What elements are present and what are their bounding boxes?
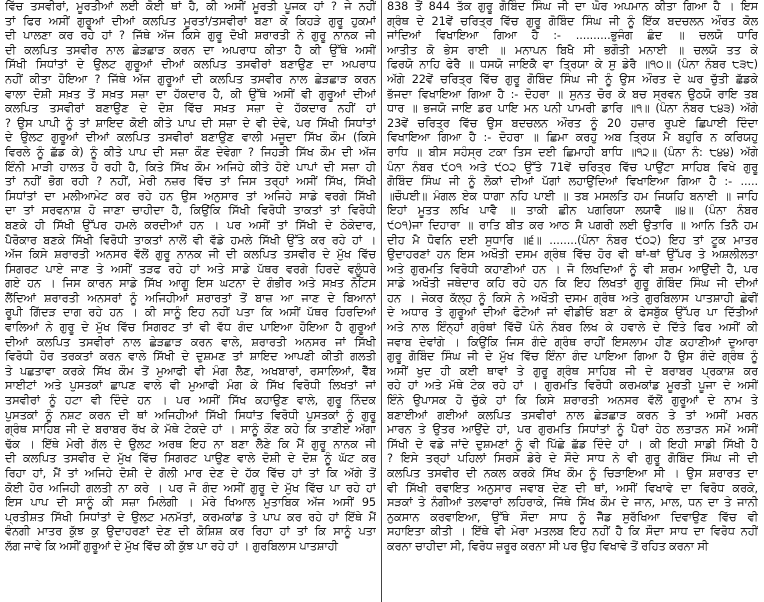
text-line: ਵੰਨਗੀ ਮਾਤਰ ਕੁੱਝ ਕੁ ਉਦਾਹਰਣਾਂ ਦੇਣ ਦੀ ਕੋਸ਼ਿਸ਼ ਕਰ ਰਿਹਾ ਹਾਂ ਤਾਂ ਕਿ ਸਾਨੂੰ ਪਤਾ: [5, 525, 376, 539]
text-line: ਗ੍ਰੰਥ ਸਾਹਿਬ ਜੀ ਦੇ ਬਰਾਬਰ ਰੱਖ ਕੇ ਮੱਥੇ ਟੇਕਦੇ ਹਾਂ । ਸਾਨੂੰ ਕੌਣ ਕਹੇ ਕਿ ਤਾਣੀਏ ਅੱਗਾ: [5, 423, 376, 437]
text-line: ਤਾਂ ਫਿਰ ਅਸੀਂ ਗੁਰੂਆਂ ਦੀਆਂ ਕਲਪਿਤ ਮੂਰਤਾਂ/ਤਸਵੀਰਾਂ ਬਣਾ ਕੇ ਕਿਹੜੇ ਗੁਰੂ ਹੁਕਮਾਂ: [5, 14, 376, 28]
text-line: ਕਰਨਾ ਚਾਹੀਦਾ ਸੀ, ਵਿਰੋਧ ਜ਼ਰੂਰ ਕਰਨਾ ਸੀ ਪਰ ਉਹ ਵਿਖਾਵੇ ਤੋਂ ਰਹਿਤ ਕਰਨਾ ਸੀ: [387, 539, 709, 553]
text-line: ਸਾਈਟਾਂ ਅਤੇ ਪੁਸਤਕਾਂ ਛਾਪਣ ਵਾਲੇ ਵੀ ਮੁਆਫੀ ਮੰਗ ਕੇ ਸਿੱਖ ਵਿਰੋਧੀ ਲਿਖਤਾਂ ਜਾਂ: [5, 379, 376, 393]
text-line: ਵਿਰਲੇ ਨੂੰ ਛੱਡ ਕੇ) ਨੂੰ ਕੀਤੇ ਪਾਪ ਦੀ ਸਜ਼ਾ ਕੌਣ ਦੇਵੇਗਾ ? ਜਿਹੜੀ ਸਿੱਖ ਕੌਮ ਦੀ ਅੱਜ: [5, 145, 376, 159]
text-line: ਇਸ ਪਾਪ ਦੀ ਸਾਨੂੰ ਕੀ ਸਜ਼ਾ ਮਿਲੇਗੀ । ਮੇਰੇ ਖਿਆਲ ਮੁਤਾਬਿਕ ਅੱਜ ਅਸੀਂ 95: [5, 496, 376, 510]
text-line: ਪ੍ਰਤੀਸ਼ਤ ਸਿੱਖੀ ਸਿਧਾਂਤਾਂ ਦੇ ਉਲਟ ਮਨਮੱਤਾਂ, ਕਰਮਕਾਂਡ ਤੇ ਪਾਪ ਕਰ ਰਹੇ ਹਾਂ ਇੱਥੇ ਮੈਂ: [5, 510, 376, 524]
text-line: ਰਾਧਿ ॥ ਬੀਸ ਸਹੰਸ੍ਰ ਟਕਾ ਤਿਸ ਦਈ ਛਿਮਾਹੀ ਬਾਧਿ ॥੧੨॥ (ਪੰਨਾ ਨੰ: ੮੪੪) ਅੱਗੇ: [387, 145, 758, 159]
text-line: ਅਸੀਂ ਖੁਦ ਹੀ ਕਈ ਥਾਵਾਂ ਤੇ ਗੁਰੂ ਗ੍ਰੰਥ ਸਾਹਿਬ ਜੀ ਦੇ ਬਰਾਬਰ ਪ੍ਰਕਾਸ਼ ਕਰ: [387, 364, 758, 378]
text-line: ਗਏ ਹਨ । ਜਿਸ ਕਾਰਨ ਸਾਡੇ ਸਿੱਖ ਆਗੂ ਇਸ ਘਟਨਾ ਦੇ ਗੰਭੀਰ ਅਤੇ ਸਖ਼ਤ ਨੋਟਿਸ: [5, 277, 376, 291]
column-divider: [381, 0, 382, 602]
text-line: ਲੈਂਦਿਆਂ ਸ਼ਰਾਰਤੀ ਅਨਸਰਾਂ ਨੂੰ ਅਜਿਹੀਆਂ ਸ਼ਰਾਰਤਾਂ ਤੋਂ ਬਾਜ਼ ਆ ਜਾਣ ਦੇ ਬਿਆਨਾਂ: [5, 291, 376, 305]
text-line: ਦੀਆਂ ਕਲਪਿਤ ਤਸਵੀਰਾਂ ਨਾਲ ਛੇੜਛਾੜ ਕਰਨ ਵਾਲੇ, ਸ਼ਰਾਰਤੀ ਅਨਸਰ ਜਾਂ ਸਿੱਖੀ: [5, 335, 376, 349]
text-line: ਉਦਾਹਰਣਾਂ ਹਨ ਇਸ ਅਖੌਤੀ ਦਸਮ ਗ੍ਰੰਥ ਵਿੱਚ ਹੋਰ ਵੀ ਥਾਂ-ਥਾਂ ਉੱਪਰ ਤੇ ਅਸ਼ਲੀਲਤਾ: [387, 248, 758, 262]
text-line: ਬਣਾਈਆਂ ਗਈਆਂ ਕਲਪਿਤ ਤਸਵੀਰਾਂ ਨਾਲ ਛੇੜਛਾੜ ਕਰਨ ਤੇ ਤਾਂ ਅਸੀਂ ਮਰਨ: [387, 408, 758, 422]
text-line: ਧਾਰ ॥ ਭਜਯੋ ਜਾਇ ਡਰ ਪਾਇ ਮਨ ਪਨੀ ਪਾਮਰੀ ਡਾਰਿ ॥੧॥ (ਪੰਨਾ ਨੰਬਰ ੮੪੩) ਅੱਗੇ: [387, 102, 758, 116]
text-line: ਤਸਵੀਰਾਂ ਨੂੰ ਹਟਾ ਵੀ ਦਿੰਦੇ ਹਨ । ਪਰ ਅਸੀਂ ਸਿੱਖ ਕਹਾਉਣ ਵਾਲੇ, ਗੁਰੂ ਨਿੰਦਕ: [5, 394, 376, 408]
text-line: ਕੋਈ ਹੋਰ ਅਜਿਹੀ ਗਲਤੀ ਨਾ ਕਰੇ । ਪਰ ਜੋ ਗੰਦ ਅਸੀਂ ਗੁਰੂ ਦੇ ਮੁੱਖ ਵਿੱਚ ਪਾ ਰਹੇ ਹਾਂ: [5, 481, 376, 495]
text-line: ਜਾਂਦਿਆਂ ਵਿਖਾਇਆ ਗਿਆ ਹੈ :- ..........ਭੁਜੰਗ ਛੰਦ ॥ ਚਲਯੋ ਧਾਰਿ: [387, 29, 758, 43]
text-line: ਰਹੇ ਹਾਂ ਅਤੇ ਮੱਥੇ ਟੇਕ ਰਹੇ ਹਾਂ । ਗੁਰਮਤਿ ਵਿਰੋਧੀ ਕਰਮਕਾਂਡ ਮੂਰਤੀ ਪੂਜਾ ਦੇ ਅਸੀਂ: [387, 379, 758, 393]
text-line: ਪੰਨਾ ਨੰਬਰ ੯੦੧ ਅਤੇ ੯੦੨ ਉੱਤੇ 71ਵੇਂ ਚਰਿਤ੍ਰ ਵਿੱਚ ਪਾਉਂਟਾ ਸਾਹਿਬ ਵਿਖੇ ਗੁਰੂ: [387, 160, 758, 174]
text-line: ਦੀਹ ਮੈ ਧੋਵਨਿ ਦਈ ਸੁਧਾਰਿ ॥੬॥ ........(ਪੰਨਾ ਨੰਬਰ ੯੦੨) ਇਹ ਤਾਂ ਟੂਕ ਮਾਤਰ: [387, 233, 758, 247]
text-line: ॥ਚੌਪਈ॥ ਮੰਗਲ ਏਕ ਧਾਗਾ ਨਹਿ ਪਾਈ ॥ ਤਬ ਮਸਲਤਿ ਹਮ ਜਿਯਹਿ ਬਨਾਈ ॥ ਜਾਹਿ: [387, 189, 758, 203]
text-line: ਪੈਰੋਕਾਰ ਬਣਕੇ ਸਿੱਖੀ ਵਿਰੋਧੀ ਤਾਕਤਾਂ ਨਾਲੋਂ ਵੀ ਵੱਡੇ ਹਮਲੇ ਸਿੱਖੀ ਉੱਤੇ ਕਰ ਰਹੇ ਹਾਂ ।: [5, 233, 376, 247]
text-line: ਗੁਰੂ ਗੋਬਿੰਦ ਸਿੰਘ ਜੀ ਦੇ ਮੁੱਖ ਵਿੱਚ ਇੰਨਾ ਗੰਦ ਪਾਇਆ ਗਿਆ ਹੈ ਉਸ ਗੰਦੇ ਗ੍ਰੰਥ ਨੂੰ: [387, 350, 758, 364]
text-line: ਵਿਖਾਇਆ ਗਿਆ ਹੈ :- ਦੋਹਰਾ ॥ ਛਿਮਾ ਕਰਹੁ ਅਬ ਤ੍ਰਿਯ ਮੈ ਬਹੁਰਿ ਨ ਕਰਿਯਹੁ: [387, 131, 758, 145]
text-line: ਵਾਲਿਆਂ ਨੇ ਗੁਰੂ ਦੇ ਮੁੱਖ ਵਿੱਚ ਸਿਗਰਟ ਤਾਂ ਵੀ ਵੱਧ ਗੰਦ ਪਾਇਆ ਹੋਇਆ ਹੈ ਗੁਰੂਆਂ: [5, 321, 376, 335]
text-line: ਫਿਰਯੋ ਨਾਹਿ ਫੇਰੈ ॥ ਧਸਯੋ ਜਾਇਕੈ ਵਾ ਤ੍ਰਿਯਾ ਕੇ ਸੁ ਡੇਰੈ ॥੧੦॥ (ਪੰਨਾ ਨੰਬਰ ੮੩੮): [387, 58, 758, 72]
text-line: ਢੱਕ । ਇੱਥੇ ਮੇਰੀ ਗੱਲ ਦੇ ਉਲਟ ਅਰਥ ਇਹ ਨਾ ਬਣਾ ਲੈਣੇ ਕਿ ਮੈਂ ਗੁਰੂ ਨਾਨਕ ਜੀ: [5, 437, 376, 451]
text-line: ਰਿਹਾ ਹਾਂ, ਮੈਂ ਤਾਂ ਅਜਿਹੇ ਦੋਸ਼ੀ ਦੇ ਗੋਲੀ ਮਾਰ ਦੇਣ ਦੇ ਹੱਕ ਵਿੱਚ ਹਾਂ ਤਾਂ ਕਿ ਅੱਗੇ ਤੋਂ: [5, 467, 376, 480]
text-line: ਵਿਰੋਧੀ ਹੋਰ ਤਰਕਤਾਂ ਕਰਨ ਵਾਲੇ ਸਿੱਖੀ ਦੇ ਦੁਸ਼ਮਣ ਤਾਂ ਸ਼ਾਇਦ ਆਪਣੀ ਕੀਤੀ ਗਲਤੀ: [5, 350, 376, 364]
text-line: ਦਾ ਤਾਂ ਸਰਵਨਾਸ਼ ਹੋ ਜਾਣਾ ਚਾਹੀਦਾ ਹੈ, ਕਿਉਂਕਿ ਸਿੱਖੀ ਵਿਰੋਧੀ ਤਾਕਤਾਂ ਤਾਂ ਵਿਰੋਧੀ: [5, 204, 376, 218]
text-line: ਅੱਗੇ 22ਵੇਂ ਚਰਿਤ੍ਰ ਵਿੱਚ ਗੁਰੂ ਗੋਬਿੰਦ ਸਿੰਘ ਜੀ ਨੂੰ ਉਸ ਔਰਤ ਦੇ ਘਰ ਚੁੱਤੀ ਛੱਡਕੇ: [387, 72, 758, 86]
left-text-column: [2, 0, 379, 602]
text-line: ਵਿੱਚ ਤਸਵੀਰਾਂ, ਮੂਰਤੀਆਂ ਲਈ ਕੋਈ ਥਾਂ ਹੈ, ਕੀ ਅਸੀਂ ਮੂਰਤੀ ਪੂਜਕ ਹਾਂ ? ਜੇ ਨਹੀਂ: [5, 0, 376, 13]
text-line: ਪੁਸਤਕਾਂ ਨੂੰ ਨਸ਼ਟ ਕਰਨ ਦੀ ਥਾਂ ਅਜਿਹੀਆਂ ਸਿੱਖੀ ਸਿਧਾਂਤ ਵਿਰੋਧੀ ਪੁਸਤਕਾਂ ਨੂੰ ਗੁਰੂ: [5, 408, 376, 422]
text-line: ਇੰਨੀ ਮਾੜੀ ਹਾਲਤ ਹੋ ਰਹੀ ਹੈ, ਕਿਤੇ ਸਿੱਖ ਕੌਮ ਅਜਿਹੇ ਕੀਤੇ ਹੋਏ ਪਾਪਾਂ ਦੀ ਸਜ਼ਾ ਹੀ: [5, 160, 376, 174]
text-line: ਤਾਂ ਨਹੀਂ ਭੋਗ ਰਹੀ ? ਨਹੀਂ, ਮੇਰੀ ਨਜ਼ਰ ਵਿੱਚ ਤਾਂ ਜਿਸ ਤਰ੍ਹਾਂ ਅਸੀਂ ਸਿੱਖ, ਸਿੱਖੀ: [5, 175, 376, 189]
text-line: ਰੂਪੀ ਗਿੱਦੜ ਦਾਗ ਰਹੇ ਹਨ । ਕੀ ਸਾਨੂੰ ਇਹ ਨਹੀਂ ਪਤਾ ਕਿ ਅਸੀਂ ਪੱਥਰ ਹਿਰਦਿਆਂ: [5, 306, 376, 320]
text-line: ਇੰਨੇ ਉਪਾਸਕ ਹੋ ਚੁੱਕੇ ਹਾਂ ਕਿ ਕਿਸੇ ਸ਼ਰਾਰਤੀ ਅਨਸਰ ਵੱਲੋਂ ਗੁਰੂਆਂ ਦੇ ਨਾਮ ਤੇ: [387, 394, 758, 408]
text-line: ਲੱਗ ਜਾਵੇ ਕਿ ਅਸੀਂ ਗੁਰੂਆਂ ਦੇ ਮੁੱਖ ਵਿੱਚ ਕੀ ਕੁੱਝ ਪਾ ਰਹੇ ਹਾਂ । ਗੁਰਬਿਲਾਸ ਪਾਤਸ਼ਾਹੀ: [5, 539, 338, 553]
text-line: ਦੀ ਪਾਲਣਾ ਕਰ ਰਹੇ ਹਾਂ ? ਜਿੱਥੇ ਅੱਜ ਕਿਸੇ ਗੁਰੂ ਦੋਖੀ ਸ਼ਰਾਰਤੀ ਨੇ ਗੁਰੂ ਨਾਨਕ ਜੀ: [5, 29, 376, 43]
text-line: ਅਤੇ ਨਾਲ ਇੰਨ੍ਹਾਂ ਗ੍ਰੰਥਾਂ ਵਿੱਚੋਂ ਪੰਨੇ ਨੰਬਰ ਲਿਖ ਕੇ ਹਵਾਲੇ ਦੇ ਦਿੱਤੇ ਫਿਰ ਅਸੀਂ ਕੀ: [387, 321, 758, 335]
text-line: ਕਲਪਿਤ ਤਸਵੀਰਾਂ ਬਣਾਉਣ ਦੇ ਦੋਸ਼ ਵਿੱਚ ਸਖ਼ਤ ਸਜ਼ਾ ਦੇ ਹੱਕਦਾਰ ਨਹੀਂ ਹਾਂ: [5, 102, 376, 116]
text-line: ਮਾਰਨ ਤੇ ਉਤਰ ਆਉਂਦੇ ਹਾਂ, ਪਰ ਗੁਰਮਤਿ ਸਿਧਾਂਤਾਂ ਨੂੰ ਪੈਰਾਂ ਹੇਠ ਲਤਾੜਨ ਸਮੇਂ ਅਸੀਂ: [387, 423, 758, 437]
text-line: ਵਾਲਾ ਦੋਸ਼ੀ ਸਖ਼ਤ ਤੋਂ ਸਖ਼ਤ ਸਜ਼ਾ ਦਾ ਹੱਕਦਾਰ ਹੈ, ਕੀ ਉੱਥੇ ਅਸੀਂ ਵੀ ਗੁਰੂਆਂ ਦੀਆਂ: [5, 87, 376, 101]
text-line: ਦੇ ਅਧਾਰ ਤੇ ਗੁਰੂਆਂ ਦੀਆਂ ਫੋਟੋਆਂ ਜਾਂ ਵੀਡੀਓ ਬਣਾ ਕੇ ਫੇਸਬੁੱਕ ਉੱਪਰ ਪਾ ਦਿੱਤੀਆਂ: [387, 306, 758, 320]
text-line: ? ਇਸੇ ਤਰ੍ਹਾਂ ਪਹਿਲਾਂ ਸਿਰਸੇ ਡੇਰੇ ਦੇ ਸੌਦੇ ਸਾਧ ਨੇ ਵੀ ਗੁਰੂ ਗੋਬਿੰਦ ਸਿੰਘ ਜੀ ਦੀ: [387, 452, 758, 466]
text-line: ਸਿਧਾਂਤਾਂ ਦਾ ਮਲੀਆਮੇਟ ਕਰ ਰਹੇ ਹਨ ਉਸ ਅਨੁਸਾਰ ਤਾਂ ਅਜਿਹੇ ਸਾਡੇ ਵਰਗੇ ਸਿੱਖੀ: [5, 189, 376, 203]
text-line: ੯੦੧)ਜਾ ਦਿਹਾਰਾ ॥ ਰਾਤਿ ਬੀਤ ਕਰ ਆਠ ਸੈ ਪਗਰੀ ਲਈ ਉਤਾਰਿ ॥ ਆਨਿ ਤਿਨੈ ਹਮ: [387, 218, 758, 232]
text-line: ? ਉਸ ਪਾਪੀ ਨੂੰ ਤਾਂ ਸ਼ਾਇਦ ਕੋਈ ਕੀਤੇ ਪਾਪ ਦੀ ਸਜ਼ਾ ਦੇ ਵੀ ਦੇਵੇ, ਪਰ ਸਿੱਖੀ ਸਿਧਾਂਤਾਂ: [5, 116, 376, 130]
text-line: ਅੱਜ ਕਿਸੇ ਸ਼ਰਾਰਤੀ ਅਨਸਰ ਵੱਲੋਂ ਗੁਰੂ ਨਾਨਕ ਜੀ ਦੀ ਕਲਪਿਤ ਤਸਵੀਰ ਦੇ ਮੁੱਖ ਵਿੱਚ: [5, 248, 376, 262]
text-line: ਇਹਾਂ ਮੂਤਤ ਲਖਿ ਪਾਵੈ ॥ ਤਾਕੀ ਛੀਨ ਪਗਰਿਯਾ ਲਯਾਵੈ ॥੪॥ (ਪੰਨਾ ਨੰਬਰ: [387, 204, 758, 218]
text-line: ਹਨ । ਜੇਕਰ ਕੱਲ੍ਹ ਨੂੰ ਕਿਸੇ ਨੇ ਅਖੌਤੀ ਦਸਮ ਗ੍ਰੰਥ ਅਤੇ ਗੁਰਬਿਲਾਸ ਪਾਤਸ਼ਾਹੀ ਛੇਵੀਂ: [387, 291, 758, 305]
text-line: ਤੇ ਪਛਤਾਵਾ ਕਰਕੇ ਸਿੱਖ ਕੌਮ ਤੋਂ ਮੁਆਫੀ ਵੀ ਮੰਗ ਲੈਣ, ਅਖਬਾਰਾਂ, ਰਸਾਲਿਆਂ, ਵੈੱਬ: [5, 364, 376, 378]
text-line: ਅਤੇ ਗੁਰਮਤਿ ਵਿਰੋਧੀ ਕਹਾਣੀਆਂ ਹਨ । ਜੋ ਲਿਖਦਿਆਂ ਨੂੰ ਵੀ ਸ਼ਰਮ ਆਉਂਦੀ ਹੈ, ਪਰ: [387, 262, 758, 276]
text-line: ਸਿੱਖੀ ਦੇ ਵਡੇ ਜਾਂਦੇ ਦੁਸ਼ਮਣਾਂ ਨੂੰ ਵੀ ਪਿੱਛੇ ਛੱਡ ਦਿੰਦੇ ਹਾਂ । ਕੀ ਇਹੀ ਸਾਡੀ ਸਿੱਖੀ ਹੈ: [387, 437, 758, 451]
text-line: ਕਲਪਿਤ ਤਸਵੀਰ ਦੀ ਨਕਲ ਕਰਕੇ ਸਿੱਖ ਕੌਮ ਨੂੰ ਚਿੜਾਇਆ ਸੀ । ਉਸ ਸ਼ਰਾਰਤ ਦਾ: [387, 467, 758, 480]
text-line: ਸਿੱਖੀ ਸਿਧਾਂਤਾਂ ਦੇ ਉਲਟ ਗੁਰੂਆਂ ਦੀਆਂ ਕਲਪਿਤ ਤਸਵੀਰਾਂ ਬਣਾਉਣ ਦਾ ਅਪਰਾਧ: [5, 58, 376, 72]
text-line: ਦੀ ਕਲਪਿਤ ਤਸਵੀਰ ਨਾਲ ਛੇੜਛਾੜ ਕਰਨ ਦਾ ਅਪਰਾਧ ਕੀਤਾ ਹੈ ਕੀ ਉੱਥੇ ਅਸੀਂ: [5, 43, 376, 57]
right-text-column: [384, 0, 761, 602]
text-line: ਨਹੀਂ ਕੀਤਾ ਹੋਇਆ ? ਜਿੱਥੇ ਅੱਜ ਗੁਰੂਆਂ ਦੀ ਕਲਪਿਤ ਤਸਵੀਰ ਨਾਲ ਛੇੜਛਾੜ ਕਰਨ: [5, 72, 376, 86]
text-line: 23ਵੇਂ ਚਰਿਤ੍ਰ ਵਿੱਚ ਉਸ ਬਦਚਲਨ ਔਰਤ ਨੂੰ 20 ਹਜ਼ਾਰ ਰੁਪਏ ਛਿਪਾਈ ਦਿੰਦਾ: [387, 116, 758, 130]
text-line: ਬਣਕੇ ਹੀ ਸਿੱਖੀ ਉੱਪਰ ਹਮਲੇ ਕਰਦੀਆਂ ਹਨ । ਪਰ ਅਸੀਂ ਤਾਂ ਸਿੱਖੀ ਦੇ ਠੇਕੇਦਾਰ,: [5, 218, 376, 232]
text-line: ਸਾਡੇ ਅਖੌਤੀ ਜਥੇਦਾਰ ਕਹਿ ਰਹੇ ਹਨ ਕਿ ਇਹ ਲਿਖਤਾਂ ਗੁਰੂ ਗੋਬਿੰਦ ਸਿੰਘ ਜੀ ਦੀਆਂ: [387, 277, 758, 291]
text-line: ਆਤੀਤ ਕੋ ਭੇਸ ਰਾਈ ॥ ਮਨਾਪਨ ਬਿਖੈ ਸੀ ਭਗੌਤੀ ਮਨਾਈ ॥ ਚਲਯੋ ਤਤ ਕੇ: [387, 43, 758, 57]
text-line: ਜਵਾਬ ਦੇਵਾਂਗੇ । ਕਿਉਂਕਿ ਜਿਸ ਗੰਦੇ ਗ੍ਰੰਥ ਰਾਹੀਂ ਇਸਲਾਮ ਹੀਣ ਕਹਾਣੀਆਂ ਦੁਆਰਾ: [387, 335, 758, 349]
text-line: ਗ੍ਰੰਥ ਦੇ 21ਵੇਂ ਚਰਿਤ੍ਰ ਵਿੱਚ ਗੁਰੂ ਗੋਬਿੰਦ ਸਿੰਘ ਜੀ ਨੂੰ ਇੱਕ ਬਦਚਲਨ ਔਰਤ ਕੋਲ: [387, 14, 758, 28]
text-line: ਦੀ ਕਲਪਿਤ ਤਸਵੀਰ ਦੇ ਮੁੱਖ ਵਿੱਚ ਸਿਗਰਟ ਪਾਉਣ ਵਾਲੇ ਦੋਸ਼ੀ ਦੇ ਦੋਸ਼ ਨੂੰ ਘੱਟ ਕਰ: [5, 452, 376, 466]
text-line: ਭੱਜਦਾ ਵਿਖਾਇਆ ਗਿਆ ਹੈ :- ਦੋਹਰਾ ॥ ਸੁਨਤ ਚੋਰ ਕੇ ਬਚ ਸ੍ਰਵਨ ਉਠਯੋ ਰਾਇ ਤਬ: [387, 87, 758, 101]
text-line: ਨੁਕਸਾਨ ਕਰਵਾਇਆ, ਉੱਥੇ ਸੌਦਾ ਸਾਧ ਨੂੰ ਜੈੱਡ ਸੁਰੱਖਿਆ ਦਿਵਾਉਣ ਵਿੱਚ ਵੀ: [387, 510, 758, 524]
text-line: ਵੀ ਸਿੱਖੀ ਰਵਾਇਤ ਅਨੁਸਾਰ ਜਵਾਬ ਦੇਣ ਦੀ ਥਾਂ, ਅਸੀਂ ਵਿਖਾਵੇ ਦਾ ਵਿਰੋਧ ਕਰਕੇ,: [387, 481, 758, 495]
text-line: ਗੋਬਿੰਦ ਸਿੰਘ ਜੀ ਨੂੰ ਲੋਕਾਂ ਦੀਆਂ ਪੱਗਾਂ ਲਹਾਉਂਦਿਆਂ ਵਿਖਾਇਆ ਗਿਆ ਹੈ :- .....: [387, 175, 758, 189]
text-line: ਸਿਗਰਟ ਪਾਏ ਜਾਣ ਤੇ ਅਸੀਂ ਤੜਫ ਰਹੇ ਹਾਂ ਅਤੇ ਸਾਡੇ ਪੱਥਰ ਵਰਗੇ ਹਿਰਦੇ ਵਲੂੰਧਰੇ: [5, 262, 376, 276]
text-line: ਦੇ ਉਲਟ ਗੁਰੂਆਂ ਦੀਆਂ ਕਲਪਿਤ ਤਸਵੀਰਾਂ ਬਣਾਉਣ ਵਾਲੀ ਮਜੂਦਾ ਸਿੱਖ ਕੌਮ (ਕਿਸੇ: [5, 131, 376, 145]
text-line: ਸੜਕਾਂ ਤੇ ਨੰਗੀਆਂ ਤਲਵਾਰਾਂ ਲਹਿਰਾਕੇ, ਜਿੱਥੇ ਸਿੱਖ ਕੌਮ ਦੇ ਜਾਨ, ਮਾਲ, ਧਨ ਦਾ ਤੇ ਜਾਨੀ: [387, 496, 758, 510]
text-line: 838 ਤੋਂ 844 ਤੱਕ ਗੁਰੂ ਗੋਬਿੰਦ ਸਿੰਘ ਜੀ ਦਾ ਘੋਰ ਅਪਮਾਨ ਕੀਤਾ ਗਿਆ ਹੈ । ਇਸ: [387, 0, 758, 13]
text-line: ਸਹਾਇਤਾ ਕੀਤੀ । ਇੱਥੇ ਵੀ ਮੇਰਾ ਮਤਲਬ ਇਹ ਨਹੀਂ ਹੈ ਕਿ ਸੌਦਾ ਸਾਧ ਦਾ ਵਿਰੋਧ ਨਹੀਂ: [387, 525, 758, 539]
